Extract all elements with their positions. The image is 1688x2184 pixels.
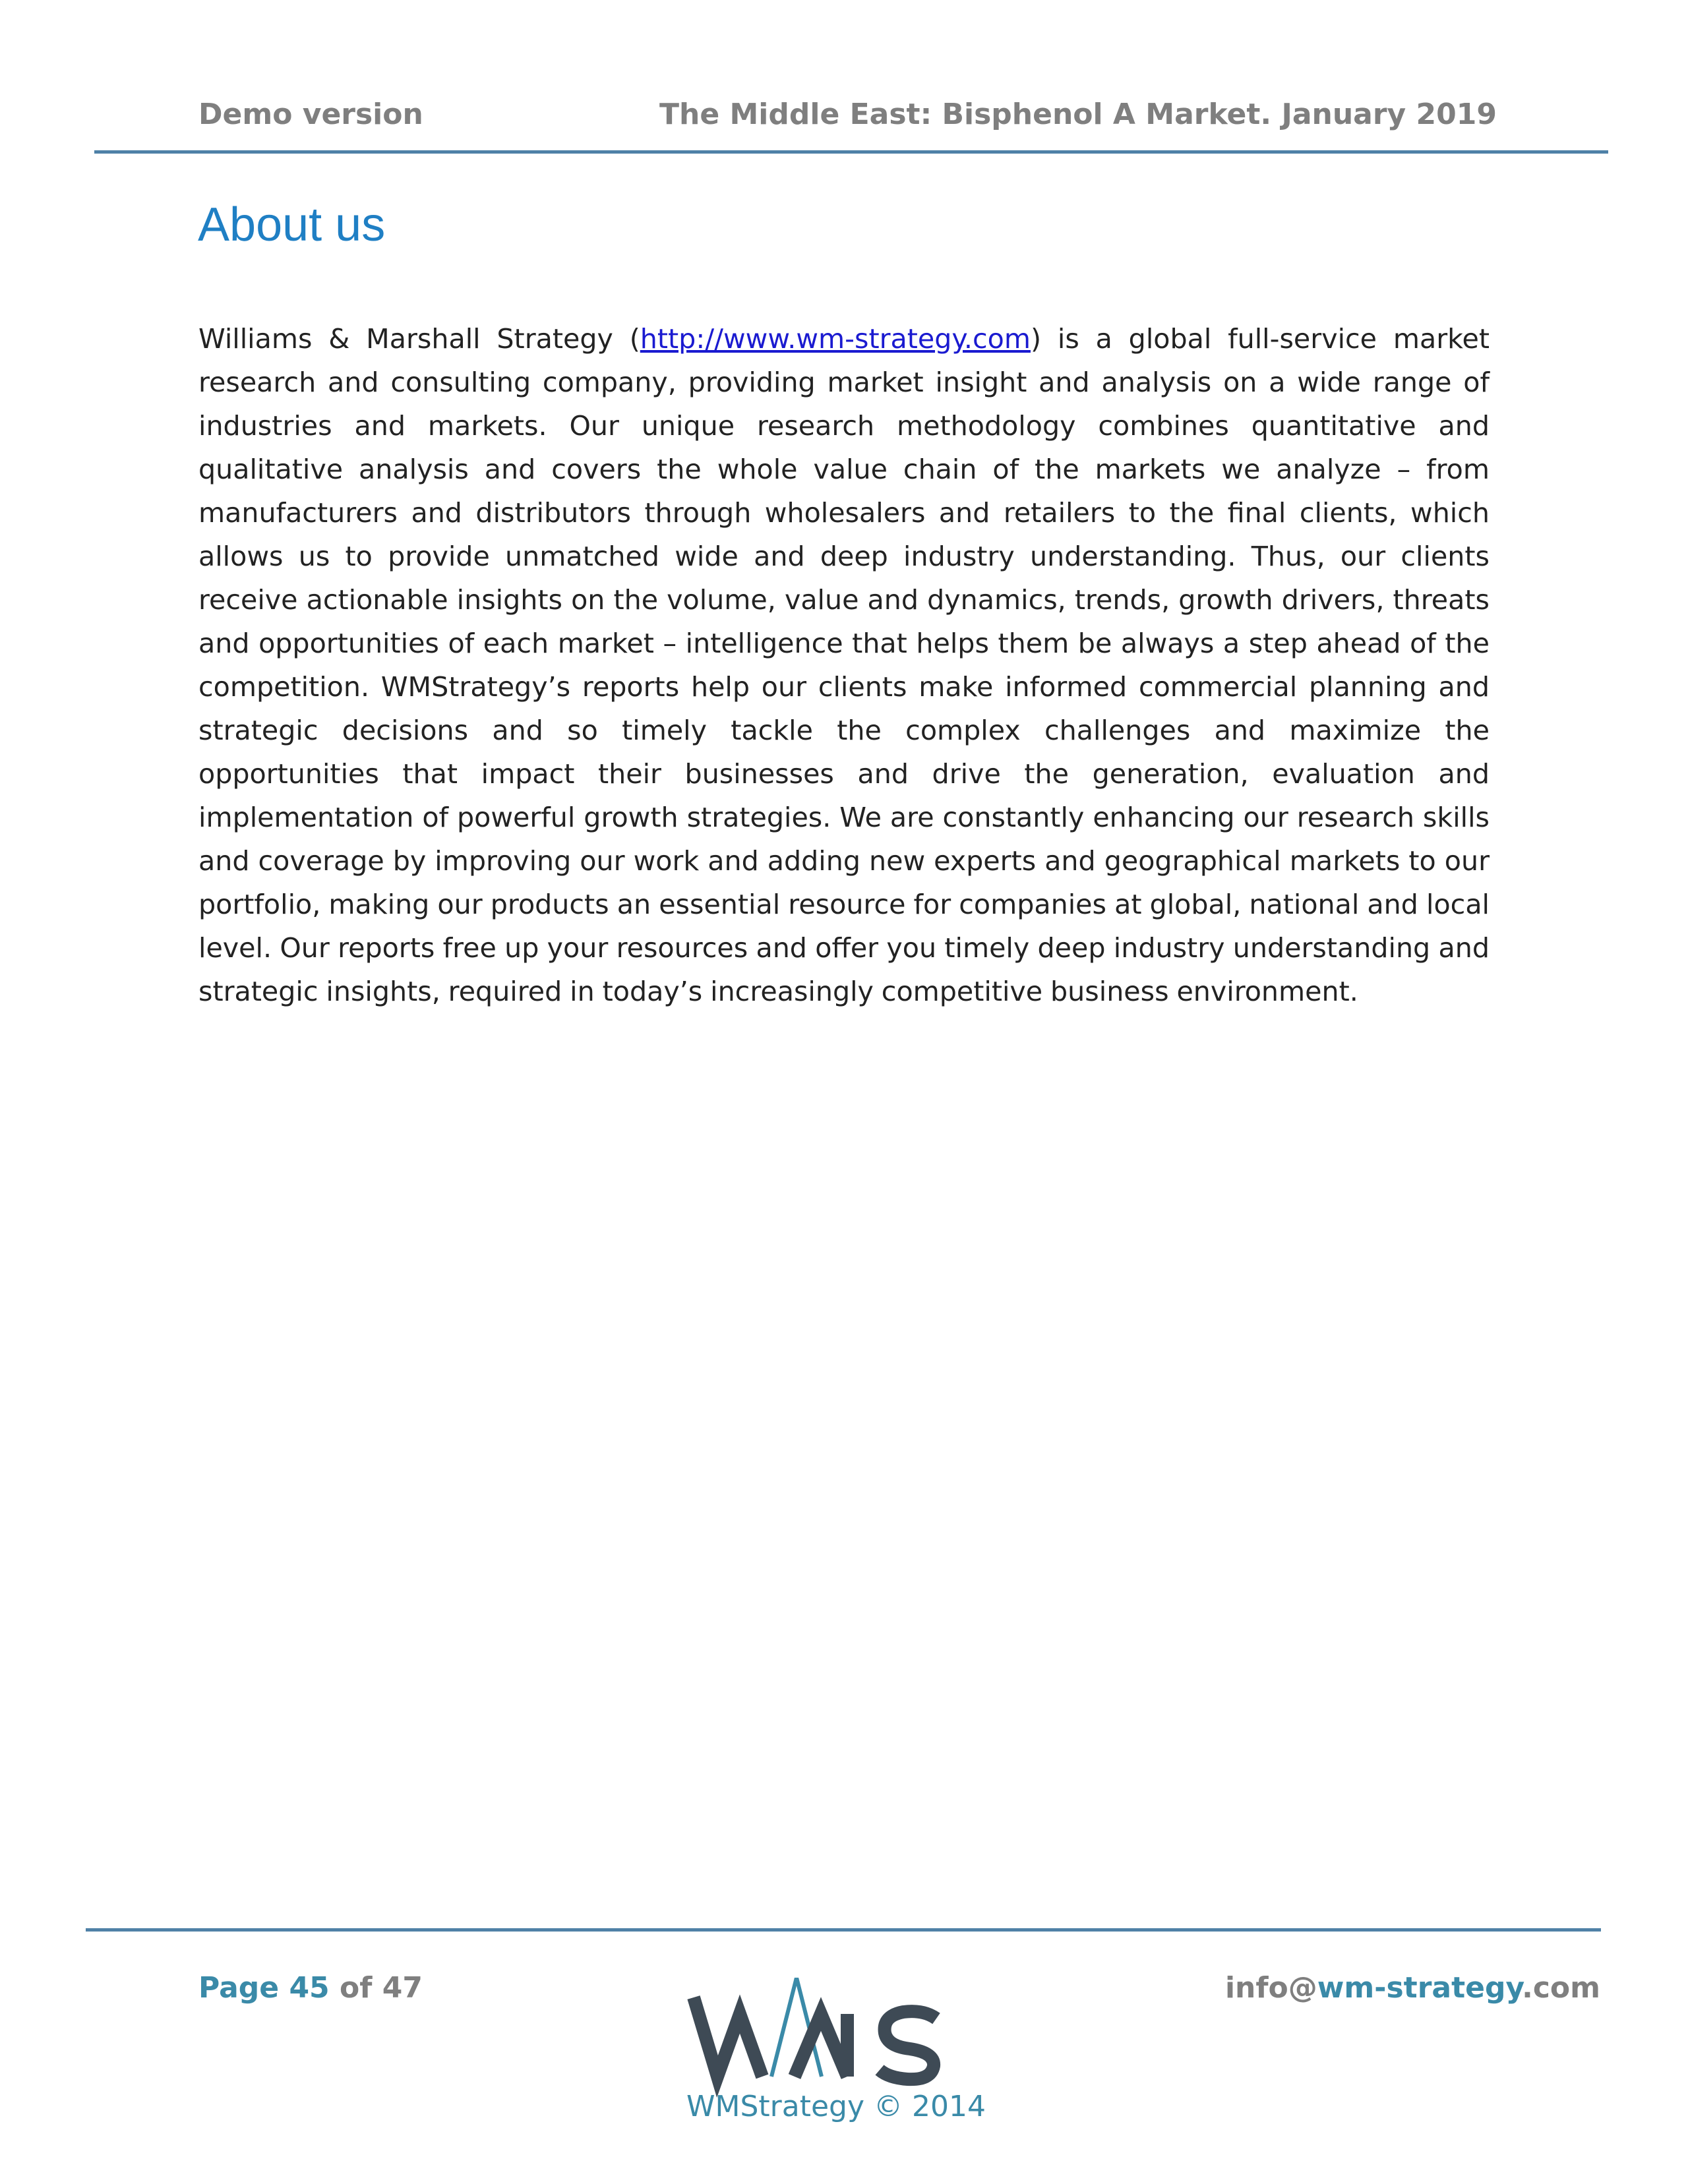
paragraph-text-start: Williams & Marshall Strategy (	[198, 323, 640, 355]
footer-email	[1225, 1971, 1600, 2005]
page-total: 47	[382, 1971, 423, 2005]
paragraph-text-rest: ) is a global full-service market research and consulting company, providing market insight and analysis on a wide range of industries and markets. Our unique research methodology combines quantitative and qualitative analysis and covers the whole value chain of the markets we analyze – from manufacturers and distributors through wholesalers and retailers to the final clients, which allows us to provide unmatched wide and deep industry understanding. Thus, our clients receive actionable insights on the volume, value and dynamics, trends, growth drivers, threats and opportunities of each market – intelligence that helps them be always a step ahead of the competition. WMStrategy’s reports help our clients make informed commercial planning and strategic decisions and so timely tackle the complex challenges and maximize the opportunities that impact their businesses and drive the generation, evaluation and implementation of powerful growth strategies. We are constantly enhancing our research skills and coverage by improving our work and adding new experts and geographical markets to our portfolio, making our products an essential resource for companies at global, national and local level. Our reports free up your resources and offer you timely deep industry understanding and strategic insights, required in today’s increasingly competitive business environment.	[198, 323, 1490, 1007]
footer-divider	[86, 1928, 1601, 1932]
email-user: info@	[1224, 1971, 1317, 2005]
email-domain: wm-strategy	[1317, 1971, 1522, 2005]
header-report-title: The Middle East: Bisphenol A Market. January 2019	[659, 98, 1497, 131]
copyright-text: WMStrategy © 2014	[686, 2090, 986, 2123]
header-divider	[94, 150, 1608, 154]
page-of: of	[340, 1971, 373, 2005]
header-left-label: Demo version	[198, 98, 423, 131]
email-tld: .com	[1522, 1971, 1600, 2005]
about-paragraph	[198, 317, 1490, 1013]
company-website-link[interactable]: http://www.wm-strategy.com	[640, 323, 1031, 355]
page-current: 45	[289, 1971, 330, 2005]
page-title: About us	[198, 198, 386, 251]
page-word: Page	[198, 1971, 280, 2005]
page-number	[198, 1971, 423, 2005]
